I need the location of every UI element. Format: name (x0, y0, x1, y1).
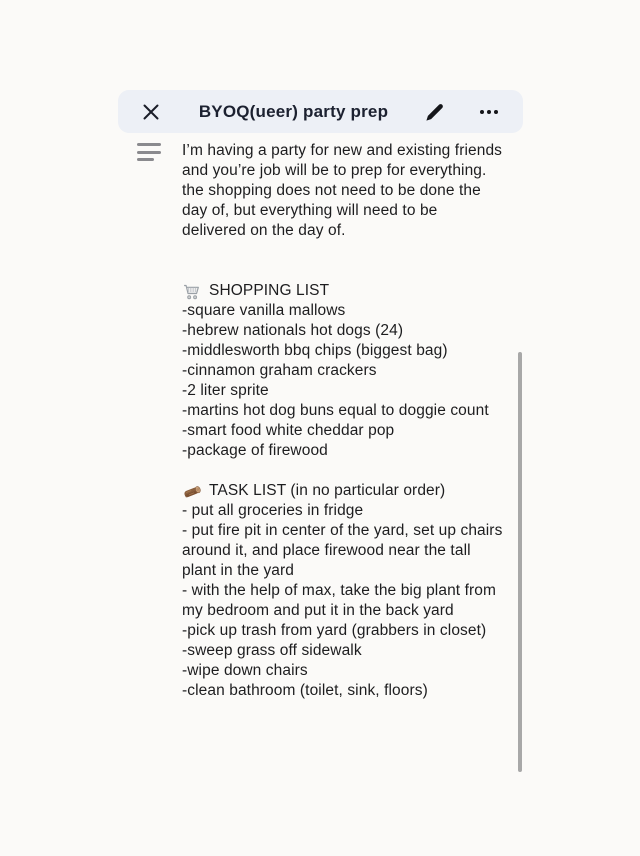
shopping-item: -2 liter sprite (182, 382, 269, 399)
shopping-item: -smart food white cheddar pop (182, 422, 395, 439)
align-left-lines-icon (137, 143, 165, 165)
task-list-header (182, 481, 504, 501)
task-item: -clean bathroom (toilet, sink, floors) (182, 682, 428, 699)
task-list-section (182, 481, 504, 701)
scrollbar-thumb[interactable] (518, 352, 522, 772)
close-button[interactable] (138, 99, 164, 125)
pencil-icon (423, 100, 447, 124)
shopping-item: -cinnamon graham crackers (182, 362, 377, 379)
note-intro-paragraph: I’m having a party for new and existing friends and you’re job will be to prep for everything. the shopping does not need to be done the day of, but everything will need to be delivered on the day of. (182, 142, 503, 239)
task-list-title: TASK LIST (in no particular order) (209, 482, 446, 499)
task-item: - put fire pit in center of the yard, set up chairs around it, and place firewood near the tall plant in the yard (182, 522, 503, 579)
note-header-bar (118, 90, 523, 133)
shopping-cart-icon (182, 282, 202, 302)
task-item: -sweep grass off sidewalk (182, 642, 362, 659)
shopping-item: -package of firewood (182, 442, 328, 459)
shopping-list-title: SHOPPING LIST (209, 282, 330, 299)
note-title: BYOQ(ueer) party prep (198, 101, 389, 121)
wood-log-icon (182, 482, 202, 502)
more-options-button[interactable] (475, 100, 503, 124)
shopping-item: -martins hot dog buns equal to doggie count (182, 402, 489, 419)
shopping-item: -hebrew nationals hot dogs (24) (182, 322, 404, 339)
task-item: -wipe down chairs (182, 662, 308, 679)
shopping-list-header (182, 281, 504, 301)
note-body (182, 141, 504, 701)
ellipsis-icon (475, 100, 503, 124)
task-item: - put all groceries in fridge (182, 502, 364, 519)
task-item: - with the help of max, take the big plant from my bedroom and put it in the back yard (182, 582, 496, 619)
shopping-list-section (182, 281, 504, 461)
task-item: -pick up trash from yard (grabbers in closet) (182, 622, 487, 639)
close-icon (138, 99, 164, 125)
edit-button[interactable] (423, 100, 447, 124)
shopping-item: -middlesworth bbq chips (biggest bag) (182, 342, 448, 359)
shopping-item: -square vanilla mallows (182, 302, 346, 319)
